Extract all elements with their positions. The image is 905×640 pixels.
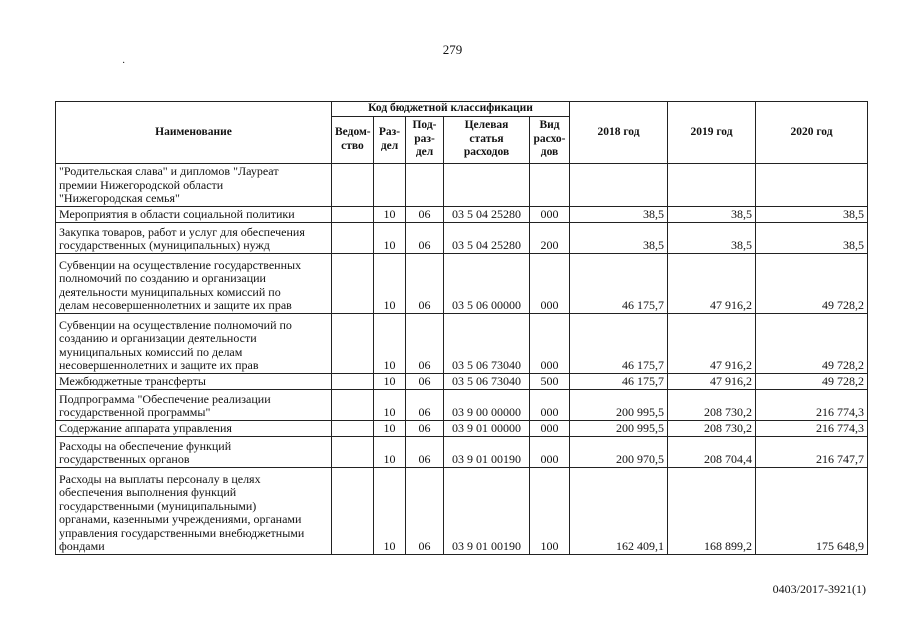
row-name-line: несовершеннолетних и защите их прав [59, 358, 259, 372]
table-row [56, 467, 868, 554]
page-number: 279 [442, 42, 463, 57]
row-vid: 000 [530, 206, 570, 222]
row-2018: 200 995,5 [570, 389, 668, 420]
row-celevaya: 03 5 06 00000 [444, 253, 530, 313]
row-vid [530, 163, 570, 206]
row-2018: 38,5 [570, 222, 668, 253]
header-2018: 2018 год [570, 102, 668, 164]
row-2018: 38,5 [570, 206, 668, 222]
row-celevaya: 03 9 01 00190 [444, 467, 530, 554]
row-vid: 200 [530, 222, 570, 253]
row-vedomstvo [332, 163, 374, 206]
row-2018: 200 995,5 [570, 420, 668, 436]
row-2019: 47 916,2 [668, 373, 756, 389]
row-podrazdel: 06 [406, 313, 444, 373]
row-razdel: 10 [374, 420, 406, 436]
row-vedomstvo [332, 206, 374, 222]
header-name: Наименование [56, 102, 332, 164]
row-name [56, 420, 332, 436]
row-vid: 000 [530, 436, 570, 467]
row-name-line: Мероприятия в области социальной политики [59, 207, 295, 221]
row-name [56, 389, 332, 420]
table-row [56, 313, 868, 373]
row-razdel: 10 [374, 373, 406, 389]
row-name-line: делам несовершеннолетних и защите их прав [59, 298, 292, 312]
table-row [56, 389, 868, 420]
row-2020: 175 648,9 [756, 467, 868, 554]
row-celevaya: 03 9 01 00000 [444, 420, 530, 436]
row-vedomstvo [332, 389, 374, 420]
row-podrazdel: 06 [406, 222, 444, 253]
row-name-line: фондами [59, 539, 105, 553]
row-name [56, 163, 332, 206]
row-vid: 500 [530, 373, 570, 389]
row-2019: 38,5 [668, 206, 756, 222]
row-2018: 46 175,7 [570, 373, 668, 389]
row-podrazdel [406, 163, 444, 206]
row-name [56, 253, 332, 313]
row-2020: 216 747,7 [756, 436, 868, 467]
row-vedomstvo [332, 373, 374, 389]
table-body [56, 163, 868, 554]
row-razdel: 10 [374, 222, 406, 253]
table-row [56, 253, 868, 313]
row-name [56, 467, 332, 554]
row-celevaya: 03 5 06 73040 [444, 313, 530, 373]
row-razdel: 10 [374, 206, 406, 222]
row-razdel: 10 [374, 389, 406, 420]
row-2020: 216 774,3 [756, 420, 868, 436]
row-celevaya [444, 163, 530, 206]
row-vid: 100 [530, 467, 570, 554]
row-2019: 47 916,2 [668, 313, 756, 373]
header-celevaya: Целевая статья расходов [444, 116, 530, 163]
table-row [56, 373, 868, 389]
row-podrazdel: 06 [406, 206, 444, 222]
row-name-line: деятельности муниципальных комиссий по [59, 284, 281, 299]
row-2020: 49 728,2 [756, 313, 868, 373]
row-vid: 000 [530, 389, 570, 420]
row-razdel: 10 [374, 253, 406, 313]
row-vedomstvo [332, 253, 374, 313]
row-podrazdel: 06 [406, 420, 444, 436]
table-row [56, 420, 868, 436]
budget-table [55, 101, 868, 555]
row-2018: 46 175,7 [570, 313, 668, 373]
row-2019: 168 899,2 [668, 467, 756, 554]
row-2020: 49 728,2 [756, 373, 868, 389]
row-name-line: муниципальных комиссий по делам [59, 344, 243, 359]
row-2020 [756, 163, 868, 206]
row-razdel: 10 [374, 313, 406, 373]
row-name-line: Закупка товаров, работ и услуг для обеспечения [59, 224, 305, 239]
row-celevaya: 03 9 01 00190 [444, 436, 530, 467]
row-name [56, 206, 332, 222]
row-name-line: государственной программы" [59, 405, 211, 419]
row-2020: 38,5 [756, 222, 868, 253]
row-2018 [570, 163, 668, 206]
header-kbk-group: Код бюджетной классификации [332, 102, 570, 117]
row-name-line: полномочий по созданию и организации [59, 271, 266, 285]
row-celevaya: 03 5 04 25280 [444, 222, 530, 253]
row-podrazdel: 06 [406, 373, 444, 389]
row-name-line: Межбюджетные трансферты [59, 374, 206, 388]
row-vedomstvo [332, 313, 374, 373]
header-vid: Вид расхо- дов [530, 116, 570, 163]
row-name [56, 313, 332, 373]
row-razdel [374, 163, 406, 206]
row-podrazdel: 06 [406, 467, 444, 554]
row-2019: 208 730,2 [668, 389, 756, 420]
row-vedomstvo [332, 222, 374, 253]
row-name-line: Расходы на обеспечение функций [59, 438, 232, 453]
document-code: 0403/2017-3921(1) [772, 582, 866, 596]
row-name-line: государственных (муниципальных) нужд [59, 238, 270, 252]
row-name [56, 222, 332, 253]
header-vedomstvo: Ведом- ство [332, 116, 374, 163]
row-name-line: органами, казенными учреждениями, органами [59, 512, 302, 526]
row-razdel: 10 [374, 436, 406, 467]
row-podrazdel: 06 [406, 436, 444, 467]
row-podrazdel: 06 [406, 389, 444, 420]
header-2020: 2020 год [756, 102, 868, 164]
row-vid: 000 [530, 313, 570, 373]
row-2020: 216 774,3 [756, 389, 868, 420]
row-name-line: управления государственными внебюджетными [59, 525, 305, 540]
row-2018: 200 970,5 [570, 436, 668, 467]
row-name-line: государственными (муниципальными) [59, 498, 257, 513]
row-2019: 47 916,2 [668, 253, 756, 313]
row-2019: 38,5 [668, 222, 756, 253]
row-2019 [668, 163, 756, 206]
scan-dot: · [122, 58, 126, 69]
row-2018: 162 409,1 [570, 467, 668, 554]
row-name-line: Расходы на выплаты персоналу в целях [59, 471, 261, 486]
row-vid: 000 [530, 253, 570, 313]
row-name-line: обеспечения выполнения функций [59, 485, 237, 499]
row-name-line: "Родительская слава" и дипломов "Лауреат [59, 164, 279, 178]
row-2020: 49 728,2 [756, 253, 868, 313]
header-2019: 2019 год [668, 102, 756, 164]
row-name [56, 373, 332, 389]
row-2020: 38,5 [756, 206, 868, 222]
table-row [56, 206, 868, 222]
header-razdel: Раз- дел [374, 116, 406, 163]
row-name-line: государственных органов [59, 452, 190, 466]
row-celevaya: 03 5 06 73040 [444, 373, 530, 389]
row-razdel: 10 [374, 467, 406, 554]
table-row [56, 163, 868, 206]
table-row [56, 436, 868, 467]
row-2019: 208 730,2 [668, 420, 756, 436]
row-name-line: Подпрограмма "Обеспечение реализации [59, 391, 271, 406]
row-name-line: премии Нижегородской области [59, 177, 224, 192]
row-vedomstvo [332, 420, 374, 436]
row-2019: 208 704,4 [668, 436, 756, 467]
row-name [56, 436, 332, 467]
row-celevaya: 03 9 00 00000 [444, 389, 530, 420]
row-podrazdel: 06 [406, 253, 444, 313]
table-row [56, 222, 868, 253]
row-2018: 46 175,7 [570, 253, 668, 313]
row-vedomstvo [332, 467, 374, 554]
header-podrazdel: Под- раз- дел [406, 116, 444, 163]
row-vid: 000 [530, 420, 570, 436]
row-name-line: созданию и организации деятельности [59, 331, 257, 345]
row-vedomstvo [332, 436, 374, 467]
row-name-line: Субвенции на осуществление полномочий по [59, 317, 292, 332]
row-name-line: Содержание аппарата управления [59, 421, 232, 435]
row-name-line: "Нижегородская семья" [59, 191, 180, 205]
row-celevaya: 03 5 04 25280 [444, 206, 530, 222]
row-name-line: Субвенции на осуществление государственных [59, 257, 302, 272]
